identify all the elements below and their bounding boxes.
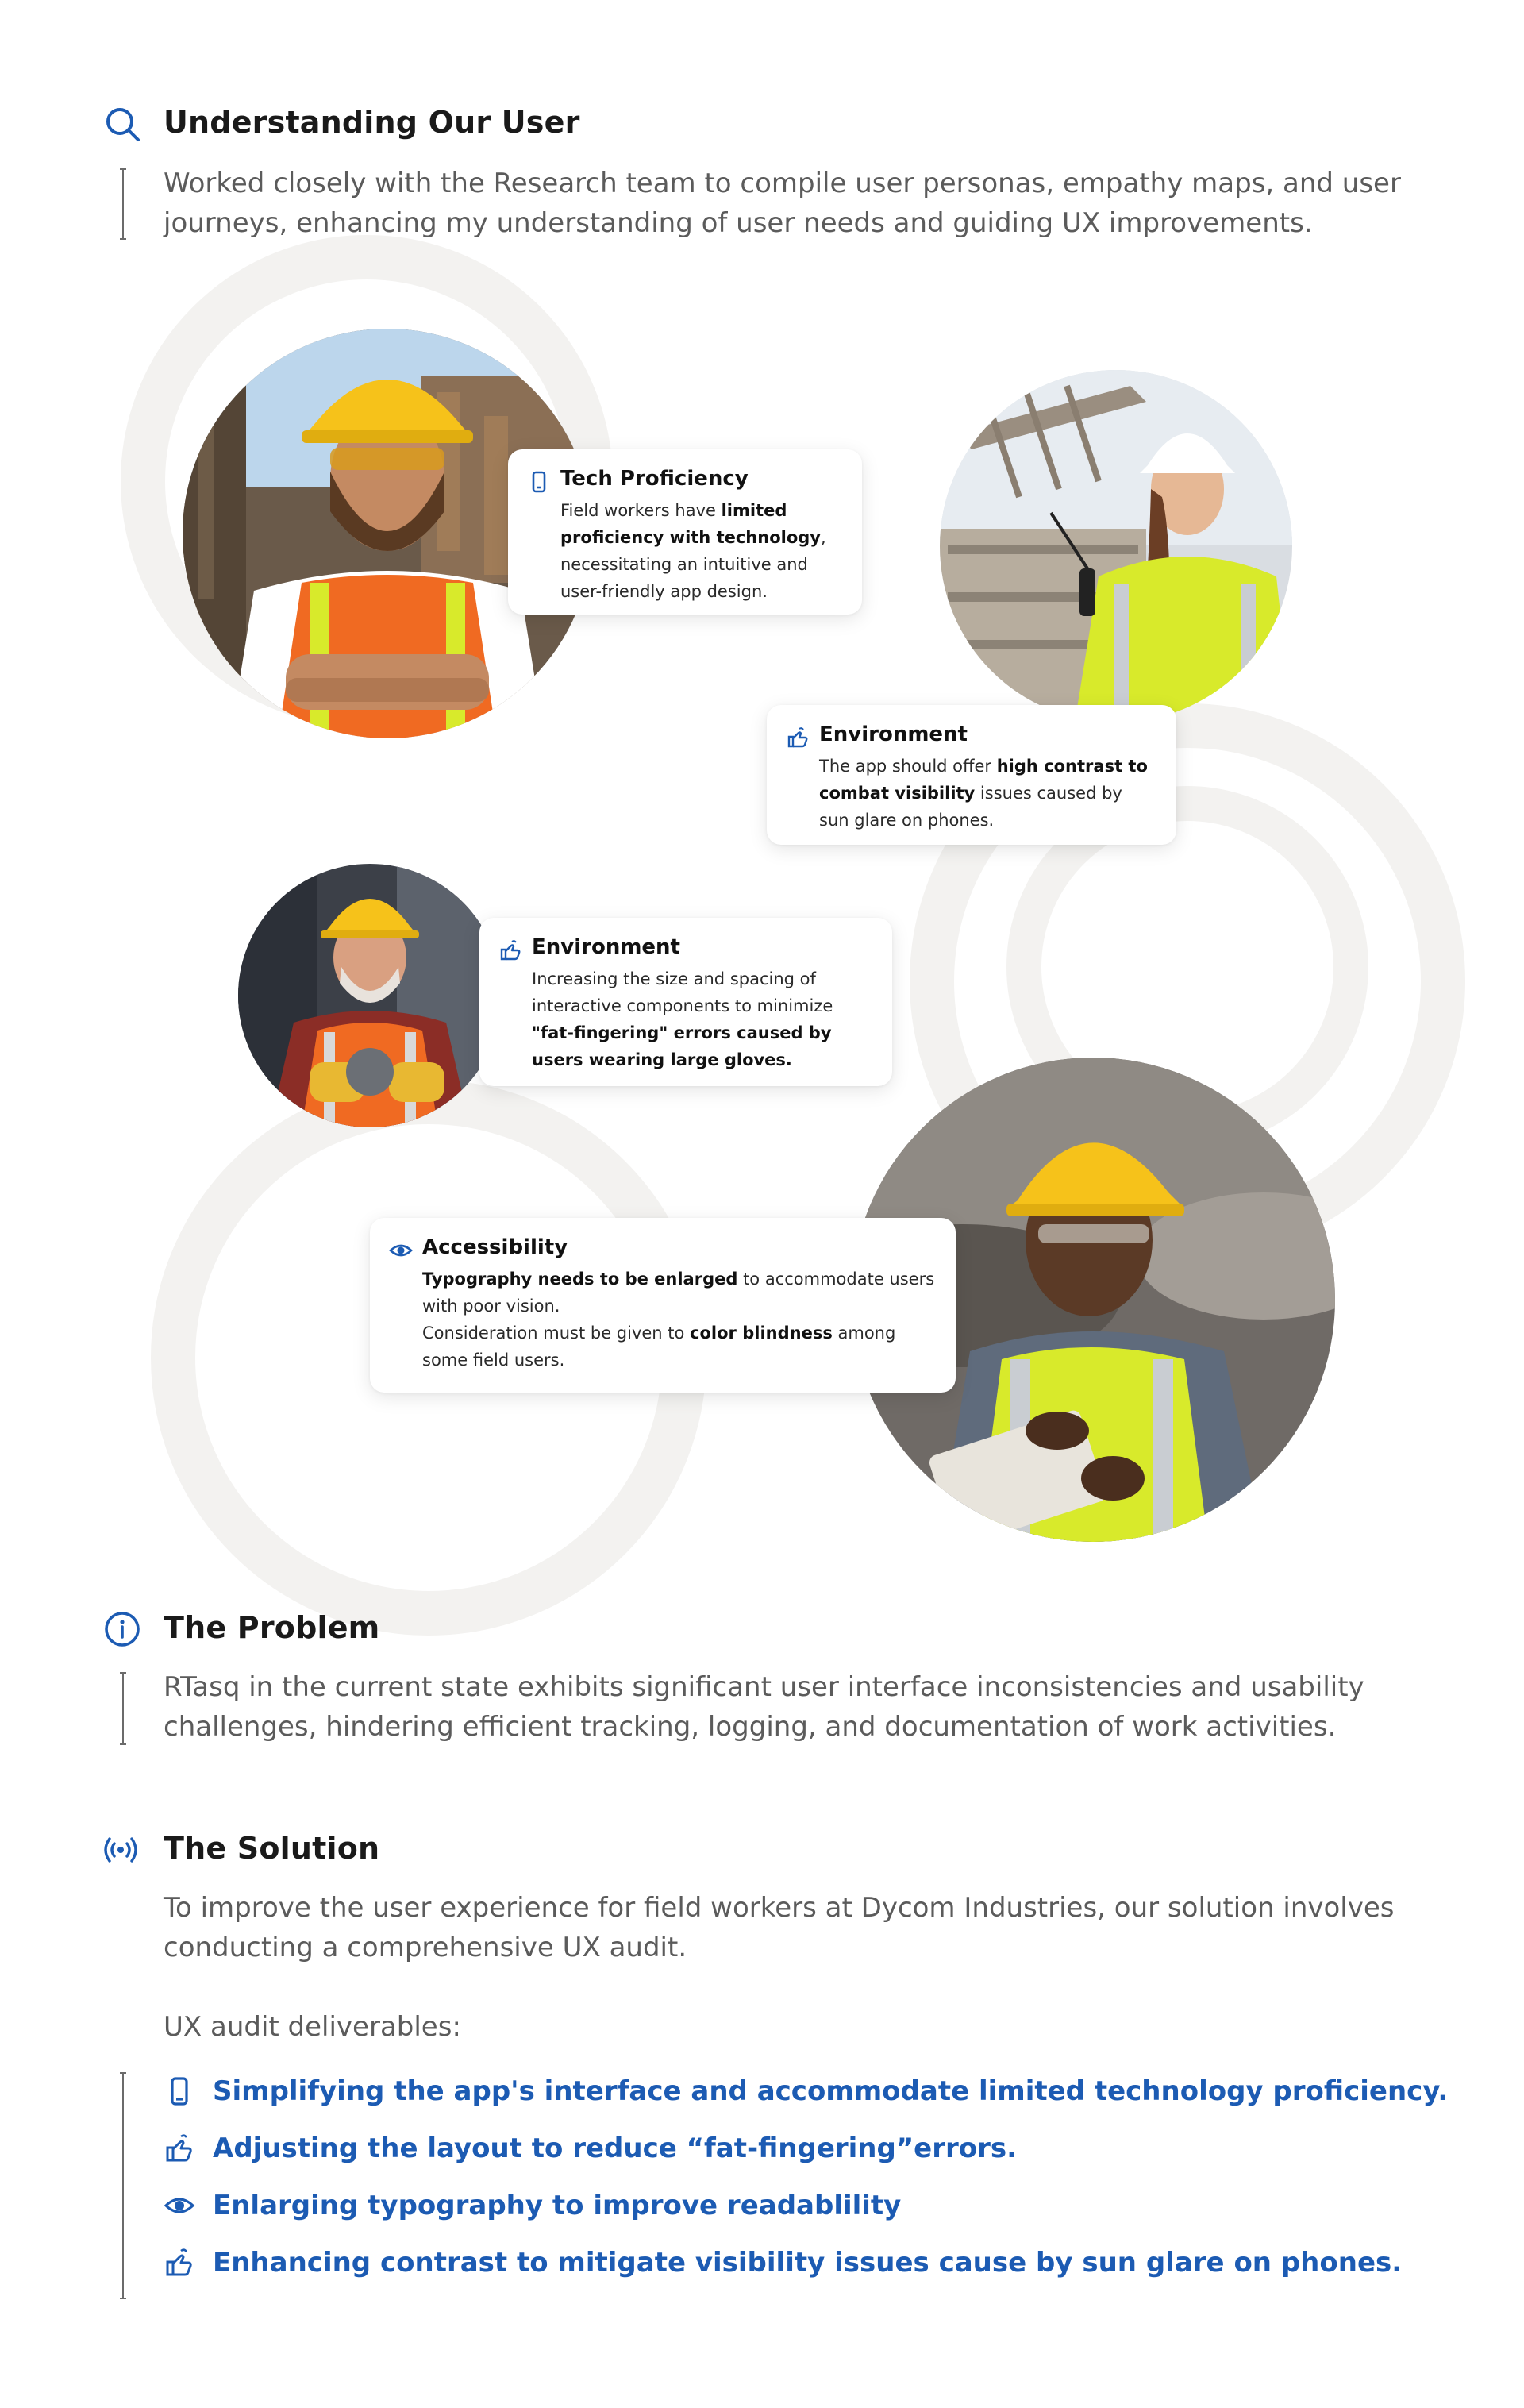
eye-icon	[389, 1239, 413, 1262]
broadcast-icon	[102, 1831, 140, 1869]
section-body: RTasq in the current state exhibits significant user interface inconsistencies and usability challenges, hindering efficient tracking, logging, and documentation of work activities.	[164, 1671, 1364, 1743]
insight-card-environment-gloves	[479, 918, 892, 1086]
card-title: Tech Proficiency	[560, 467, 749, 491]
deliverable-text: Simplifying the app's interface and accommodate limited technology proficiency.	[213, 2075, 1449, 2107]
insight-card-environment-contrast	[767, 705, 1176, 845]
worker-photo-woman	[940, 370, 1292, 722]
section-title: The Problem	[164, 1610, 380, 1645]
deliverable-item	[164, 2075, 1448, 2107]
hand-icon	[164, 2133, 195, 2164]
deliverable-item	[164, 2133, 1017, 2164]
card-body: Typography needs to be enlarged to accommodate users with poor vision. Consideration must be given to color blindness among some field users.	[422, 1269, 935, 1370]
section-divider	[122, 1672, 124, 1745]
deliverable-text: Adjusting the layout to reduce “fat-fingering”errors.	[213, 2133, 1018, 2164]
deliverable-text: Enlarging typography to improve readablility	[213, 2190, 902, 2221]
deliverable-item	[164, 2190, 901, 2221]
search-icon	[103, 105, 141, 143]
insight-card-accessibility	[370, 1218, 956, 1393]
hand-icon	[498, 938, 522, 962]
card-body: The app should offer high contrast to combat visibility issues caused by sun glare on phones.	[819, 757, 1148, 830]
section-title: Understanding Our User	[164, 105, 580, 140]
section-body: To improve the user experience for field workers at Dycom Industries, our solution involves conducting a comprehensive UX audit.	[164, 1892, 1395, 1963]
hand-icon	[786, 726, 810, 749]
card-title: Environment	[819, 722, 968, 746]
section-title: The Solution	[164, 1831, 380, 1866]
eye-icon	[164, 2190, 195, 2221]
phone-icon	[527, 470, 551, 494]
deliverable-item	[164, 2247, 1402, 2279]
section-body: Worked closely with the Research team to compile user personas, empathy maps, and user journeys, enhancing my understanding of user needs and guiding UX improvements.	[164, 168, 1401, 239]
card-title: Accessibility	[422, 1235, 568, 1259]
info-icon	[103, 1610, 141, 1648]
insight-card-tech-proficiency	[508, 449, 862, 615]
card-body: Field workers have limited proficiency with technology, necessitating an intuitive and user-friendly app design.	[560, 501, 826, 601]
hand-icon	[164, 2247, 195, 2279]
card-title: Environment	[532, 935, 680, 959]
deliverables-label: UX audit deliverables:	[164, 2011, 461, 2043]
phone-icon	[164, 2075, 195, 2107]
deliverables-divider	[122, 2072, 124, 2299]
deliverable-text: Enhancing contrast to mitigate visibility issues cause by sun glare on phones.	[213, 2247, 1403, 2279]
section-divider	[122, 168, 124, 240]
card-body: Increasing the size and spacing of interactive components to minimize "fat-fingering" errors caused by users wearing large gloves.	[532, 969, 833, 1069]
worker-photo-older	[238, 864, 502, 1127]
